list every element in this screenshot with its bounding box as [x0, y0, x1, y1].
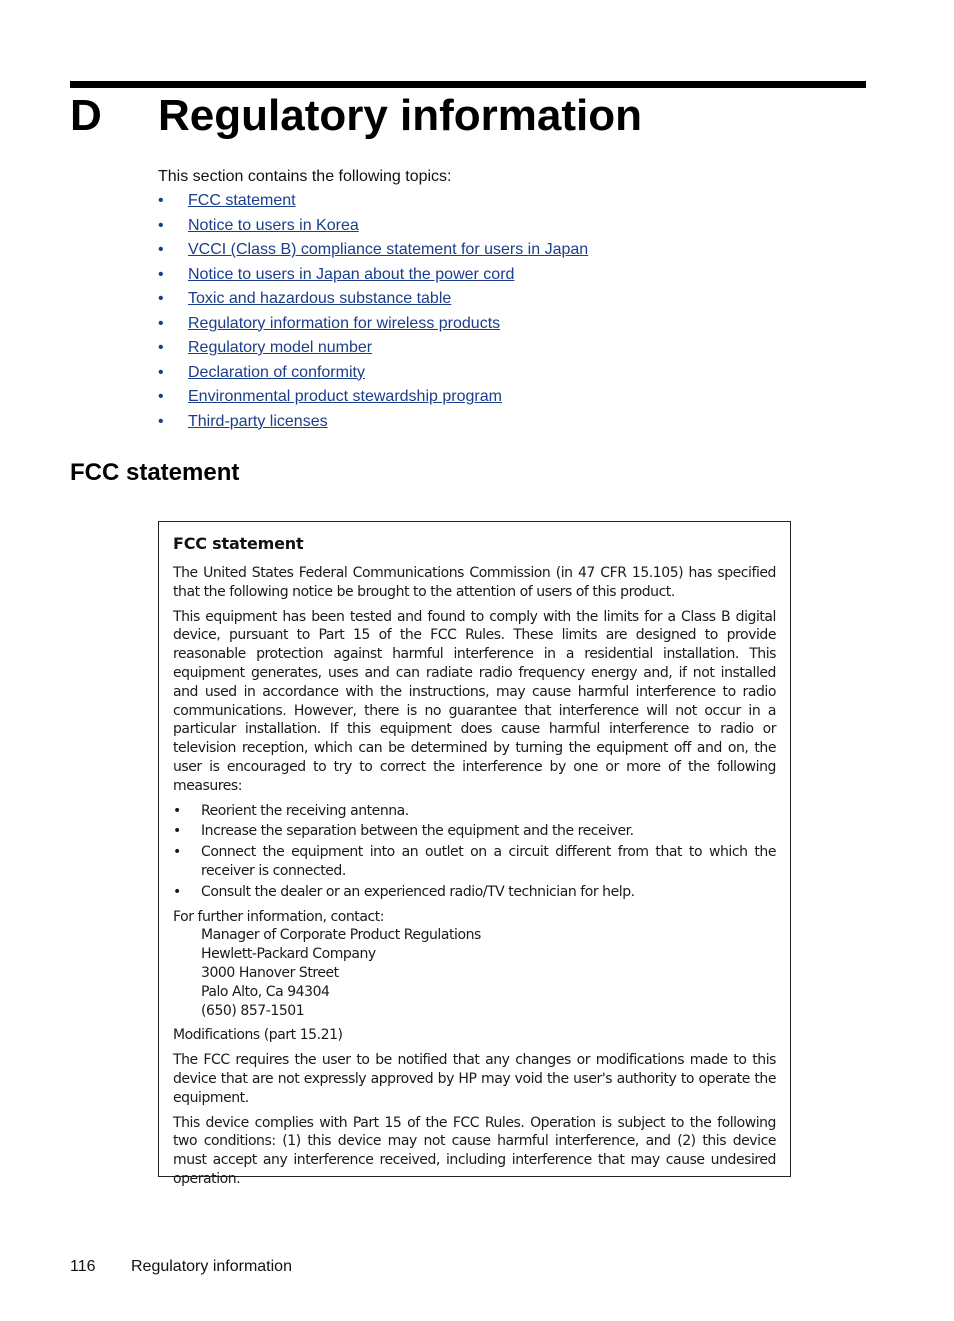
topic-link-third-party[interactable]: Third-party licenses — [188, 412, 328, 430]
topic-item — [158, 289, 588, 314]
bullet-icon: • — [158, 265, 164, 283]
topic-link-korea[interactable]: Notice to users in Korea — [188, 216, 359, 234]
measures-list — [173, 802, 776, 902]
bullet-icon: • — [158, 314, 164, 332]
address-line: Hewlett-Packard Company — [201, 946, 376, 963]
measure-text: Connect the equipment into an outlet on a circuit different from that to which the receiver is connected. — [201, 844, 776, 879]
bullet-icon: • — [158, 388, 164, 405]
topic-link-declaration[interactable]: Declaration of conformity — [188, 363, 365, 381]
bullet-icon: • — [173, 802, 181, 819]
measure-item — [173, 822, 776, 841]
contact-address — [201, 926, 776, 1020]
fcc-box-title: FCC statement — [173, 534, 304, 553]
topic-item — [158, 363, 588, 388]
topic-link-wireless[interactable]: Regulatory information for wireless products — [188, 314, 501, 332]
address-line: Manager of Corporate Product Regulations — [201, 927, 481, 944]
bullet-icon: • — [158, 216, 164, 234]
bullet-icon: • — [158, 363, 164, 381]
topic-item — [158, 338, 588, 363]
address-line: 3000 Hanover Street — [201, 964, 339, 981]
topic-list — [158, 191, 588, 436]
measure-item — [173, 802, 776, 821]
modifications-heading: Modifications (part 15.21) — [173, 1027, 343, 1044]
measure-text: Increase the separation between the equipment and the receiver. — [201, 823, 634, 840]
fcc-paragraph-3: The FCC requires the user to be notified that any changes or modifications made to this device that are not expressly approved by HP may void the user's authority to operate the equipment. — [173, 1052, 776, 1106]
bullet-icon: • — [158, 412, 164, 430]
measure-text: Consult the dealer or an experienced radio/TV technician for help. — [201, 883, 635, 900]
topic-link-environmental[interactable]: Environmental product stewardship program — [188, 388, 502, 405]
intro-text: This section contains the following topics: — [158, 168, 452, 185]
topic-link-toxic-substance[interactable]: Toxic and hazardous substance table — [188, 290, 452, 307]
bullet-icon: • — [158, 290, 164, 307]
topic-item — [158, 412, 588, 437]
measure-text: Reorient the receiving antenna. — [201, 802, 409, 819]
chapter-title: Regulatory information — [158, 91, 643, 140]
bullet-icon: • — [158, 339, 164, 356]
chapter-top-rule — [70, 81, 866, 88]
topic-item — [158, 314, 588, 339]
bullet-icon: • — [158, 192, 164, 209]
topic-item — [158, 240, 588, 265]
topic-link-japan-power-cord[interactable]: Notice to users in Japan about the power cord — [188, 265, 515, 283]
bullet-icon: • — [173, 883, 181, 900]
running-title: Regulatory information — [131, 1258, 292, 1275]
address-line: (650) 857-1501 — [201, 1002, 305, 1019]
topic-item — [158, 216, 588, 241]
section-title: FCC statement — [70, 459, 240, 486]
fcc-paragraph-4: This device complies with Part 15 of the FCC Rules. Operation is subject to the following two conditions: (1) this device may not cause harmful interference, and (2) this device must accept any interference received, including interference that may cause undesired operation. — [173, 1114, 776, 1187]
bullet-icon: • — [173, 823, 181, 840]
fcc-paragraph-2: This equipment has been tested and found to comply with the limits for a Class B digital device, pursuant to Part 15 of the FCC Rules. These limits are designed to provide reasonable protection against harmful interference in a residential installation. This equipment generates, uses and can radiate radio frequency energy and, if not installed and used in accordance with the instructions, may cause harmful interference to radio communications. However, there is no guarantee that interference will not occur in a particular installation. If this equipment does cause harmful interference to radio or television reception, which can be determined by turning the equipment off and on, the user is encouraged to try to correct the interference by one or more of the following measures: — [173, 608, 776, 794]
address-line: Palo Alto, Ca 94304 — [201, 983, 330, 1000]
fcc-paragraph-1: The United States Federal Communications Commission (in 47 CFR 15.105) has specified that the following notice be brought to the attention of users of this product. — [173, 565, 776, 600]
measure-item — [173, 883, 776, 902]
measure-item — [173, 843, 776, 881]
topic-item — [158, 265, 588, 290]
page-number: 116 — [70, 1258, 96, 1275]
bullet-icon: • — [158, 241, 164, 258]
contact-intro: For further information, contact: — [173, 908, 385, 925]
topic-link-model-number[interactable]: Regulatory model number — [188, 339, 373, 356]
topic-item — [158, 387, 588, 412]
topic-link-vcci-japan[interactable]: VCCI (Class B) compliance statement for users in Japan — [188, 241, 589, 258]
chapter-letter: D — [70, 91, 102, 140]
topic-item — [158, 191, 588, 216]
fcc-statement-box — [158, 521, 791, 1187]
topic-link-fcc-statement[interactable]: FCC statement — [188, 192, 296, 209]
bullet-icon: • — [173, 844, 181, 861]
